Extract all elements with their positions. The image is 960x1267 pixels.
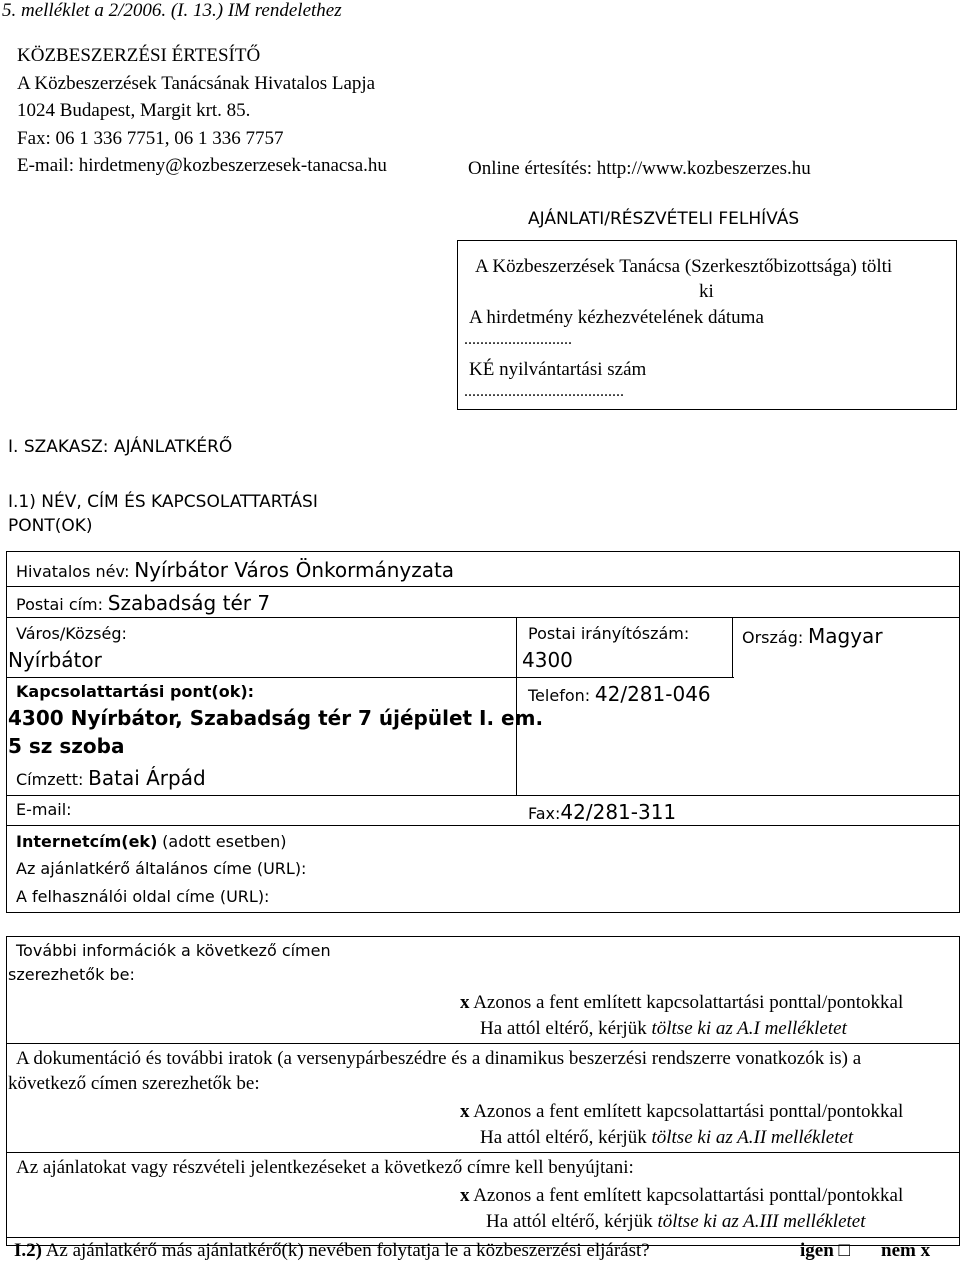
country-value: Magyar xyxy=(808,624,883,648)
further-info-diff xyxy=(480,1018,847,1040)
question-prefix: I.2) xyxy=(14,1240,42,1261)
city-value: Nyírbátor xyxy=(8,648,102,672)
postal-address-label: Postai cím: xyxy=(16,595,104,614)
gazette-online[interactable]: Online értesítés: http://www.kozbeszerzes.hu xyxy=(468,158,811,179)
editor-line1: A Közbeszerzések Tanácsa (Szerkesztőbizottsága) tölti xyxy=(475,256,893,277)
buyer-profile-label: A felhasználói oldal címe (URL): xyxy=(16,887,270,906)
documents-diff-italic: töltse ki az A.II mellékletet xyxy=(651,1127,854,1148)
submission-same xyxy=(460,1185,903,1207)
submission-label: Az ajánlatokat vagy részvételi jelentkezéseket a következő címre kell benyújtani: xyxy=(16,1157,634,1178)
phone xyxy=(528,682,711,707)
official-name-label: Hivatalos név: xyxy=(16,562,130,581)
question-yes[interactable] xyxy=(800,1240,850,1262)
submission-same-text: Azonos a fent említett kapcsolattartási ponttal/pontokkal xyxy=(473,1185,904,1206)
fax xyxy=(528,800,676,825)
gazette-title: KÖZBESZERZÉSI ÉRTESÍTŐ xyxy=(17,45,261,66)
submission-diff-text: Ha attól eltérő, kérjük xyxy=(486,1211,653,1232)
fax-value: 42/281-311 xyxy=(560,800,677,824)
internet-note: (adott esetben) xyxy=(162,832,287,851)
attention-value: Batai Árpád xyxy=(88,766,206,790)
contact-point-value-line1: 4300 Nyírbátor, Szabadság tér 7 újépület I. em. xyxy=(8,706,544,730)
question-row xyxy=(14,1240,650,1262)
gazette-fax: Fax: 06 1 336 7751, 06 1 336 7757 xyxy=(17,128,284,149)
general-url-label: Az ajánlatkérő általános címe (URL): xyxy=(16,859,307,878)
official-name-value: Nyírbátor Város Önkormányzata xyxy=(134,558,455,582)
documents-same-text: Azonos a fent említett kapcsolattartási ponttal/pontokkal xyxy=(473,1101,904,1122)
attention xyxy=(16,766,206,791)
documents-label-line2: következő címen szerezhetők be: xyxy=(8,1073,260,1094)
editor-line2: ki xyxy=(699,281,714,302)
internet xyxy=(16,831,286,853)
editor-dots1: ........................... xyxy=(464,331,572,348)
question-no[interactable] xyxy=(881,1240,930,1262)
further-info-same-text: Azonos a fent említett kapcsolattartási ponttal/pontokkal xyxy=(473,992,904,1013)
row-line xyxy=(6,795,960,796)
further-info-diff-text: Ha attól eltérő, kérjük xyxy=(480,1018,647,1039)
email-label: E-mail: xyxy=(16,800,72,819)
postal-address-value: Szabadság tér 7 xyxy=(107,591,271,615)
contact-point-value-line2: 5 sz szoba xyxy=(8,734,125,758)
section-title: I. SZAKASZ: AJÁNLATKÉRŐ xyxy=(8,437,233,457)
further-info-check-mark[interactable]: x xyxy=(460,992,470,1013)
row-line xyxy=(6,1043,960,1044)
no-label: nem xyxy=(881,1240,916,1261)
question-text: Az ajánlatkérő más ajánlatkérő(k) nevében folytatja le a közbeszerzési eljárást? xyxy=(45,1240,650,1261)
postal-address xyxy=(16,591,270,616)
submission-diff xyxy=(486,1211,866,1233)
documents-label-line1: A dokumentáció és további iratok (a versenypárbeszédre és a dinamikus beszerzési rendszerre vonatkozók is) a xyxy=(16,1048,862,1069)
gazette-subtitle: A Közbeszerzések Tanácsának Hivatalos Lapja xyxy=(17,73,376,94)
submission-diff-italic: töltse ki az A.III mellékletet xyxy=(657,1211,866,1232)
contact-point-label: Kapcsolattartási pont(ok): xyxy=(16,682,255,701)
official-name xyxy=(16,558,454,583)
documents-diff-text: Ha attól eltérő, kérjük xyxy=(480,1127,647,1148)
row-line xyxy=(6,586,960,587)
attention-label: Címzett: xyxy=(16,770,84,789)
country-label: Ország: xyxy=(742,628,804,647)
yes-label: igen xyxy=(800,1240,834,1261)
country xyxy=(742,624,883,649)
row-line xyxy=(6,1152,960,1153)
subsection-title-line1: I.1) NÉV, CÍM ÉS KAPCSOLATTARTÁSI xyxy=(8,492,318,512)
gazette-email[interactable]: E-mail: hirdetmeny@kozbeszerzesek-tanacsa.hu xyxy=(17,155,387,176)
submission-check-mark[interactable]: x xyxy=(460,1185,470,1206)
phone-label: Telefon: xyxy=(528,686,591,705)
editor-box xyxy=(457,240,957,410)
phone-value: 42/281-046 xyxy=(594,682,711,706)
further-info-label-line2: szerezhetők be: xyxy=(8,965,135,984)
internet-label: Internetcím(ek) xyxy=(16,832,158,851)
editor-line4: KÉ nyilvántartási szám xyxy=(469,359,647,380)
annex-reference: 5. melléklet a 2/2006. (I. 13.) IM rendelethez xyxy=(2,0,342,21)
editor-line3: A hirdetmény kézhezvételének dátuma xyxy=(469,307,764,328)
notice-title: AJÁNLATI/RÉSZVÉTELI FELHÍVÁS xyxy=(528,209,800,229)
postcode-value: 4300 xyxy=(522,648,573,672)
subsection-title-line2: PONT(OK) xyxy=(8,516,93,536)
city-label: Város/Község: xyxy=(16,624,127,643)
fax-label: Fax: xyxy=(528,804,561,823)
documents-same xyxy=(460,1101,903,1123)
yes-checkbox[interactable]: □ xyxy=(838,1240,851,1261)
gazette-address: 1024 Budapest, Margit krt. 85. xyxy=(17,100,251,121)
further-info-diff-italic: töltse ki az A.I mellékletet xyxy=(651,1018,847,1039)
no-check-mark[interactable]: x xyxy=(920,1240,931,1261)
row-line xyxy=(6,617,960,618)
row-line xyxy=(6,825,960,826)
further-info-label-line1: További információk a következő címen xyxy=(16,941,331,960)
further-info-same xyxy=(460,992,903,1014)
editor-dots2: ........................................ xyxy=(464,383,624,400)
row-line xyxy=(6,677,734,678)
documents-diff xyxy=(480,1127,853,1149)
row-line xyxy=(6,1237,960,1238)
documents-check-mark[interactable]: x xyxy=(460,1101,470,1122)
contact-divider-2 xyxy=(732,617,733,677)
postcode-label: Postai irányítószám: xyxy=(528,624,690,643)
